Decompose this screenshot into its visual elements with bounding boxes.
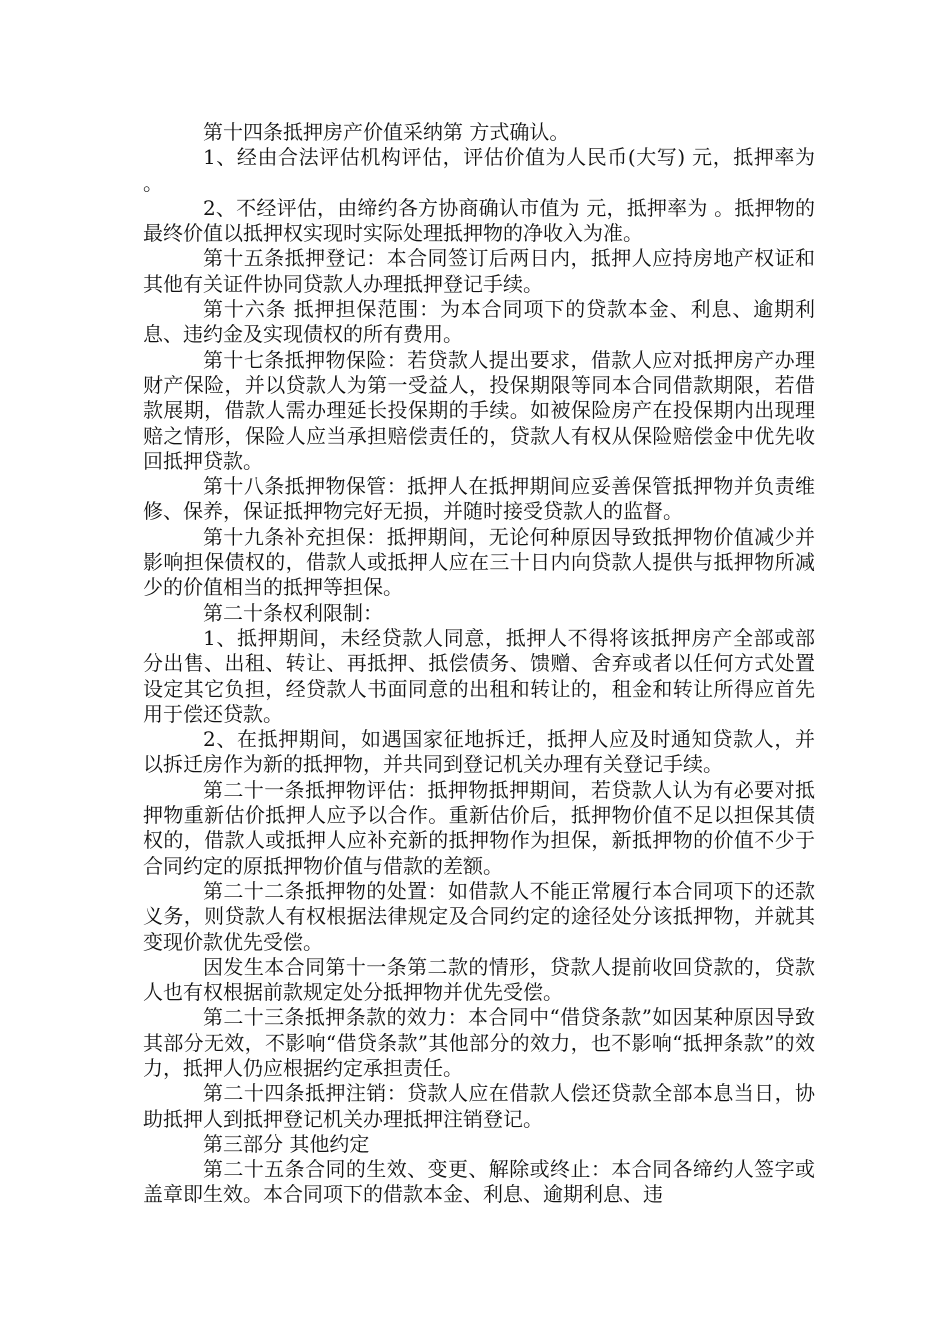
- paragraph-article-20-item-1: 1、抵押期间，未经贷款人同意，抵押人不得将该抵押房产全部或部分出售、出租、转让、再抵押、抵偿债务、馈赠、舍弃或者以任何方式处置设定其它负担，经贷款人书面同意的出租和转让的，租金和转让所得应首先用于偿还贷款。: [143, 625, 815, 726]
- paragraph-article-20: 第二十条权利限制：: [203, 600, 383, 625]
- paragraph-article-16: 第十六条 抵押担保范围：为本合同项下的贷款本金、利息、逾期利息、违约金及实现债权的所有费用。: [143, 297, 815, 347]
- paragraph-article-23: 第二十三条抵押条款的效力：本合同中“借贷条款”如因某种原因导致其部分无效，不影响“借贷条款”其他部分的效力，也不影响“抵押条款”的效力，抵押人仍应根据约定承担责任。: [143, 1005, 815, 1080]
- paragraph-article-25: 第二十五条合同的生效、变更、解除或终止：本合同各缔约人签字或盖章即生效。本合同项下的借款本金、利息、逾期利息、违: [143, 1157, 815, 1207]
- paragraph-article-24: 第二十四条抵押注销：贷款人应在借款人偿还贷款全部本息当日，协助抵押人到抵押登记机关办理抵押注销登记。: [143, 1081, 815, 1131]
- paragraph-article-19: 第十九条补充担保：抵押期间，无论何种原因导致抵押物价值减少并影响担保债权的，借款人或抵押人应在三十日内向贷款人提供与抵押物所减少的价值相当的抵押等担保。: [143, 524, 815, 600]
- paragraph-article-18: 第十八条抵押物保管：抵押人在抵押期间应妥善保管抵押物并负责维修、保养，保证抵押物完好无损，并随时接受贷款人的监督。: [143, 474, 815, 524]
- paragraph-article-22-supplement: 因发生本合同第十一条第二款的情形，贷款人提前收回贷款的，贷款人也有权根据前款规定处分抵押物并优先受偿。: [143, 954, 815, 1005]
- section-heading-part-3: 第三部分 其他约定: [203, 1131, 370, 1156]
- paragraph-article-17: 第十七条抵押物保险：若贷款人提出要求，借款人应对抵押房产办理财产保险，并以贷款人为第一受益人，投保期限等同本合同借款期限，若借款展期，借款人需办理延长投保期的手续。如被保险房产在投保期内出现理赔之情形，保险人应当承担赔偿责任的，贷款人有权从保险赔偿金中优先收回抵押贷款。: [143, 347, 815, 473]
- paragraph-article-20-item-2: 2、在抵押期间，如遇国家征地拆迁，抵押人应及时通知贷款人，并以拆迁房作为新的抵押物，并共同到登记机关办理有关登记手续。: [143, 727, 815, 777]
- paragraph-article-22: 第二十二条抵押物的处置：如借款人不能正常履行本合同项下的还款义务，则贷款人有权根据法律规定及合同约定的途径处分该抵押物，并就其变现价款优先受偿。: [143, 878, 815, 954]
- paragraph-article-15: 第十五条抵押登记：本合同签订后两日内，抵押人应持房地产权证和其他有关证件协同贷款人办理抵押登记手续。: [143, 246, 815, 296]
- paragraph-article-14-item-1: 1、经由合法评估机构评估，评估价值为人民币(大写) 元，抵押率为 。: [143, 145, 822, 195]
- paragraph-article-21: 第二十一条抵押物评估：抵押物抵押期间，若贷款人认为有必要对抵押物重新估价抵押人应予以合作。重新估价后，抵押物价值不足以担保其债权的，借款人或抵押人应补充新的抵押物作为担保，新抵押物的价值不少于合同约定的原抵押物价值与借款的差额。: [143, 777, 815, 878]
- paragraph-article-14: 第十四条抵押房产价值采纳第 方式确认。: [203, 120, 570, 144]
- document-body: [143, 120, 822, 1208]
- paragraph-article-14-item-2: 2、不经评估，由缔约各方协商确认市值为 元，抵押率为 。抵押物的最终价值以抵押权实现时实际处理抵押物的净收入为准。: [143, 195, 815, 246]
